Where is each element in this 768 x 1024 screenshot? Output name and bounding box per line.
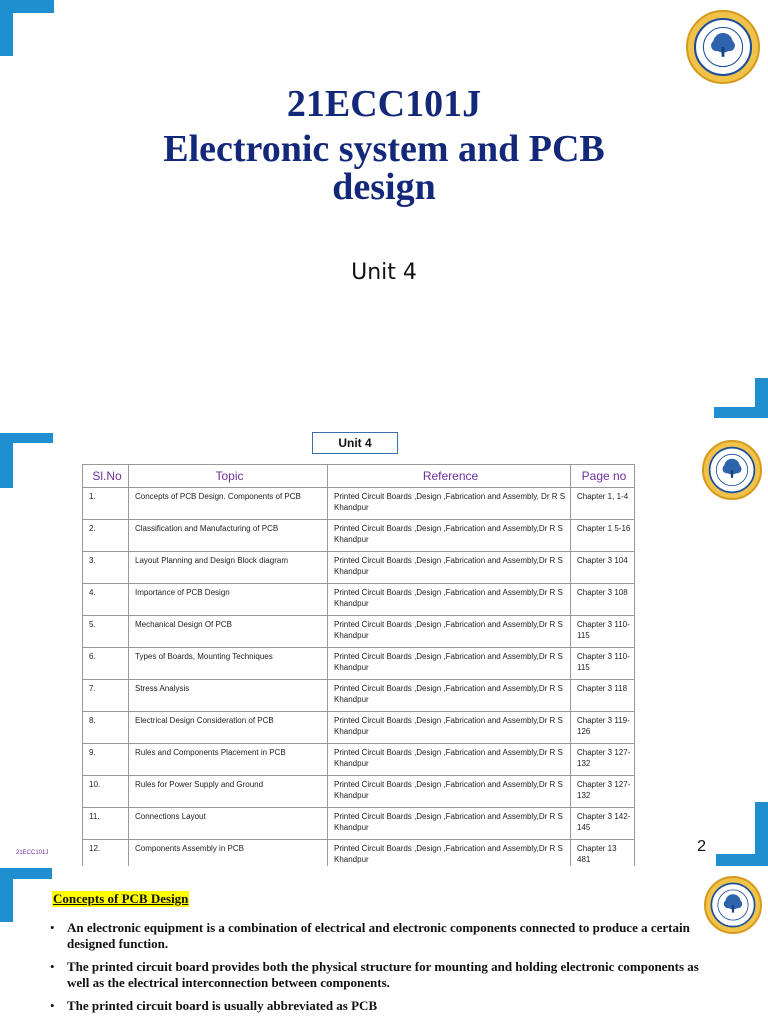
row-number: 5. [83, 616, 129, 648]
corner-bar-vertical [0, 433, 13, 488]
row-reference: Printed Circuit Boards ,Design ,Fabrication and Assembly,Dr R S Khandpur [328, 808, 571, 840]
course-title: Electronic system and PCB design [163, 128, 605, 208]
row-reference: Printed Circuit Boards ,Design ,Fabrication and Assembly,Dr R S Khandpur [328, 744, 571, 776]
row-number: 12. [83, 840, 129, 867]
row-page: Chapter 13 481 [571, 840, 635, 867]
bullet-icon: • [50, 959, 55, 974]
table-row [83, 776, 635, 808]
table-row [83, 744, 635, 776]
row-number: 1. [83, 488, 129, 520]
row-topic: Stress Analysis [129, 680, 328, 712]
row-topic: Electrical Design Consideration of PCB [129, 712, 328, 744]
header-slno: Sl.No [83, 465, 129, 488]
row-page: Chapter 3 142-145 [571, 808, 635, 840]
university-seal-icon [702, 440, 762, 500]
row-reference: Printed Circuit Boards ,Design ,Fabrication and Assembly, Dr R S Khandpur [328, 488, 571, 520]
row-page: Chapter 3 110-115 [571, 648, 635, 680]
row-topic: Classification and Manufacturing of PCB [129, 520, 328, 552]
row-topic: Connections Layout [129, 808, 328, 840]
row-topic: Rules and Components Placement in PCB [129, 744, 328, 776]
bullet-text: The printed circuit board provides both the physical structure for mounting and holding electronic components as well as the electrical interconnection between components. [67, 959, 699, 990]
footer-course-code: 21ECC101J [16, 850, 49, 856]
bullet-icon: • [50, 920, 55, 935]
row-page: Chapter 3 108 [571, 584, 635, 616]
university-seal-icon [686, 10, 760, 84]
row-topic: Components Assembly in PCB [129, 840, 328, 867]
list-item [50, 998, 700, 1014]
row-page: Chapter 1, 1-4 [571, 488, 635, 520]
row-topic: Mechanical Design Of PCB [129, 616, 328, 648]
row-number: 8. [83, 712, 129, 744]
bullet-list [50, 920, 700, 1021]
table-header-row [83, 465, 635, 488]
row-page: Chapter 3 104 [571, 552, 635, 584]
syllabus-table [82, 464, 635, 866]
row-topic: Importance of PCB Design [129, 584, 328, 616]
bullet-text: An electronic equipment is a combination of electrical and electronic components connected to produce a certain designed function. [67, 920, 690, 951]
row-reference: Printed Circuit Boards ,Design ,Fabrication and Assembly,Dr R S Khandpur [328, 648, 571, 680]
university-seal-icon [704, 876, 762, 934]
bullet-icon: • [50, 998, 55, 1013]
row-number: 4. [83, 584, 129, 616]
section-heading: Concepts of PCB Design [53, 891, 189, 906]
table-row [83, 712, 635, 744]
table-row [83, 520, 635, 552]
table-row [83, 616, 635, 648]
row-number: 9. [83, 744, 129, 776]
table-row [83, 840, 635, 867]
bullet-text: The printed circuit board is usually abbreviated as PCB [67, 998, 378, 1013]
row-reference: Printed Circuit Boards ,Design ,Fabrication and Assembly,Dr R S Khandpur [328, 712, 571, 744]
corner-bar-horizontal-tr [714, 407, 768, 418]
corner-bar-horizontal-br [716, 854, 768, 866]
row-number: 3. [83, 552, 129, 584]
row-number: 11. [83, 808, 129, 840]
concepts-slide [0, 866, 768, 1024]
corner-bar-vertical [0, 0, 13, 56]
row-reference: Printed Circuit Boards ,Design ,Fabrication and Assembly,Dr R S Khandpur [328, 776, 571, 808]
corner-bar-vertical [0, 868, 13, 922]
row-page: Chapter 3 127-132 [571, 776, 635, 808]
row-number: 7. [83, 680, 129, 712]
row-page: Chapter 3 118 [571, 680, 635, 712]
table-row [83, 488, 635, 520]
row-topic: Types of Boards, Mounting Techniques [129, 648, 328, 680]
row-page: Chapter 3 127-132 [571, 744, 635, 776]
title-slide [0, 0, 768, 380]
list-item [50, 920, 700, 952]
row-reference: Printed Circuit Boards ,Design ,Fabrication and Assembly,Dr R S Khandpur [328, 584, 571, 616]
row-number: 6. [83, 648, 129, 680]
table-row [83, 808, 635, 840]
row-reference: Printed Circuit Boards ,Design ,Fabrication and Assembly,Dr R S Khandpur [328, 840, 571, 867]
table-row [83, 680, 635, 712]
table-title: Unit 4 [312, 432, 398, 454]
row-topic: Rules for Power Supply and Ground [129, 776, 328, 808]
list-item [50, 959, 700, 991]
row-page: Chapter 3 119-126 [571, 712, 635, 744]
header-page-no: Page no [571, 465, 635, 488]
header-reference: Reference [328, 465, 571, 488]
table-row [83, 552, 635, 584]
course-code: 21ECC101J [286, 83, 482, 125]
unit-table-slide [0, 380, 768, 866]
row-number: 2. [83, 520, 129, 552]
row-page: Chapter 1 5-16 [571, 520, 635, 552]
row-number: 10. [83, 776, 129, 808]
header-topic: Topic [129, 465, 328, 488]
row-reference: Printed Circuit Boards ,Design ,Fabrication and Assembly,Dr R S Khandpur [328, 552, 571, 584]
row-reference: Printed Circuit Boards ,Design ,Fabrication and Assembly,Dr R S Khandpur [328, 520, 571, 552]
row-reference: Printed Circuit Boards ,Design ,Fabrication and Assembly,Dr R S Khandpur [328, 616, 571, 648]
row-reference: Printed Circuit Boards ,Design ,Fabrication and Assembly,Dr R S Khandpur [328, 680, 571, 712]
table-row [83, 648, 635, 680]
row-topic: Concepts of PCB Design. Components of PCB [129, 488, 328, 520]
page-number: 2 [697, 838, 706, 855]
row-topic: Layout Planning and Design Block diagram [129, 552, 328, 584]
table-row [83, 584, 635, 616]
unit-label: Unit 4 [351, 260, 417, 285]
row-page: Chapter 3 110-115 [571, 616, 635, 648]
